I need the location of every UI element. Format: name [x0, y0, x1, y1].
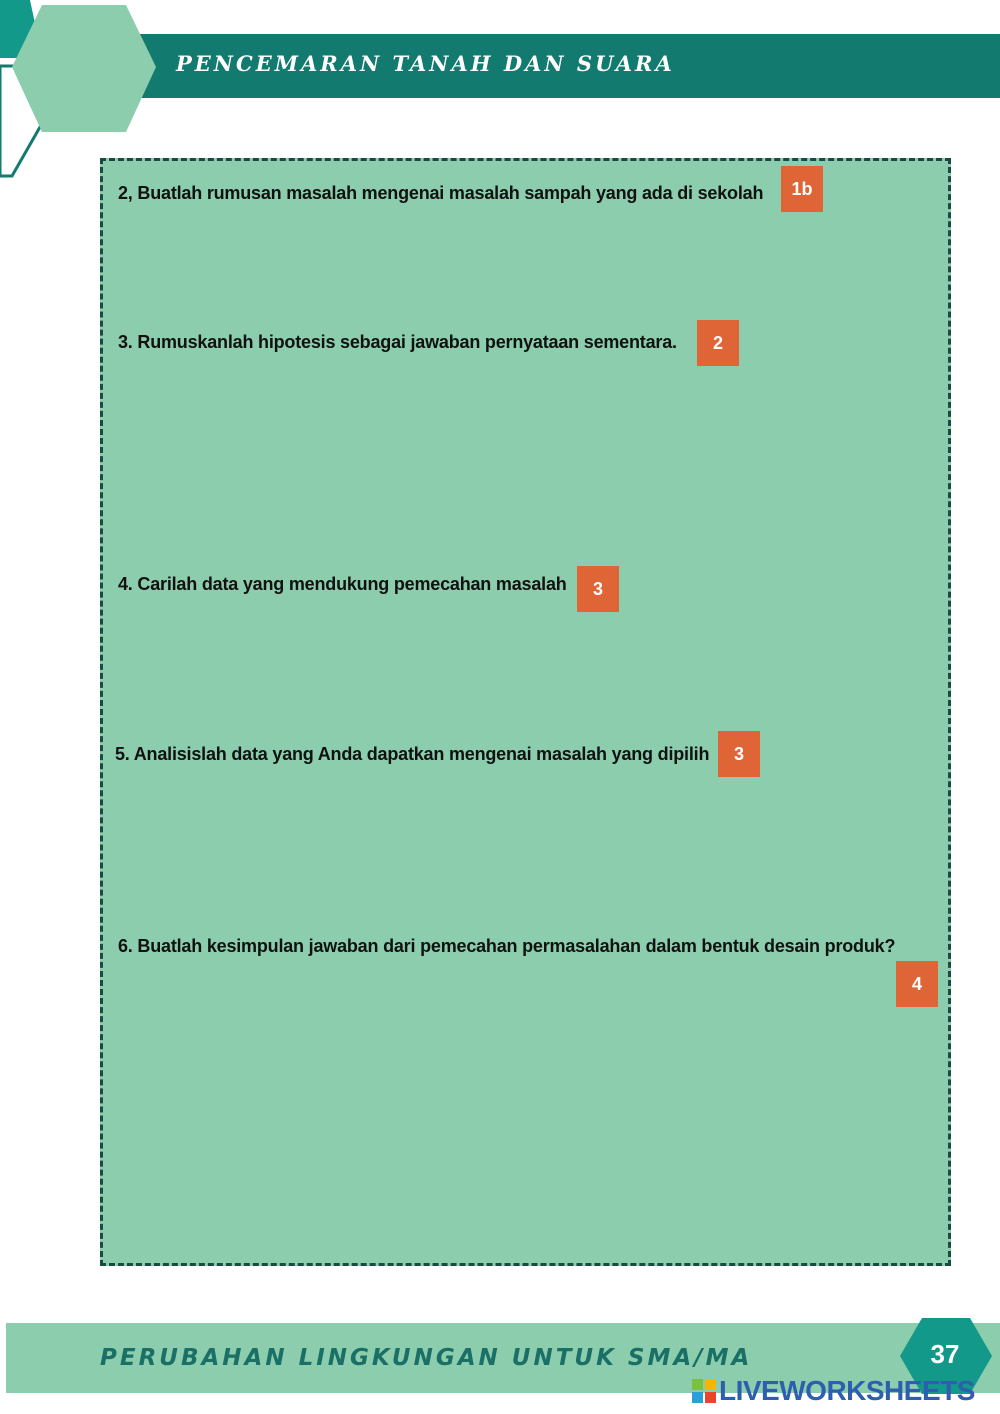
worksheet-answer-panel	[100, 158, 951, 1266]
question-2-text: 2, Buatlah rumusan masalah mengenai masalah sampah yang ada di sekolah	[118, 183, 764, 203]
liveworksheets-logo	[692, 1376, 975, 1406]
question-4-text: 4. Carilah data yang mendukung pemecahan masalah	[118, 574, 567, 594]
page-number: 37	[930, 1339, 960, 1369]
question-3-badge: 2	[697, 320, 739, 366]
page-header-title: PENCEMARAN TANAH DAN SUARA	[176, 51, 675, 76]
question-5-badge: 3	[718, 731, 760, 777]
question-6-badge: 4	[896, 961, 938, 1007]
liveworksheets-watermark-text: LIVEWORKSHEETS	[719, 1375, 975, 1406]
question-6-text: 6. Buatlah kesimpulan jawaban dari pemecahan permasalahan dalam bentuk desain produk?	[118, 936, 896, 956]
question-4-badge: 3	[577, 566, 619, 612]
question-5-text: 5. Analisislah data yang Anda dapatkan mengenai masalah yang dipilih	[115, 744, 710, 764]
question-2-badge: 1b	[781, 166, 823, 212]
question-3-text: 3. Rumuskanlah hipotesis sebagai jawaban pernyataan sementara.	[118, 332, 677, 352]
liveworksheets-logo-icon	[692, 1379, 716, 1403]
footer-title: PERUBAHAN LINGKUNGAN UNTUK SMA/MA	[100, 1345, 753, 1371]
